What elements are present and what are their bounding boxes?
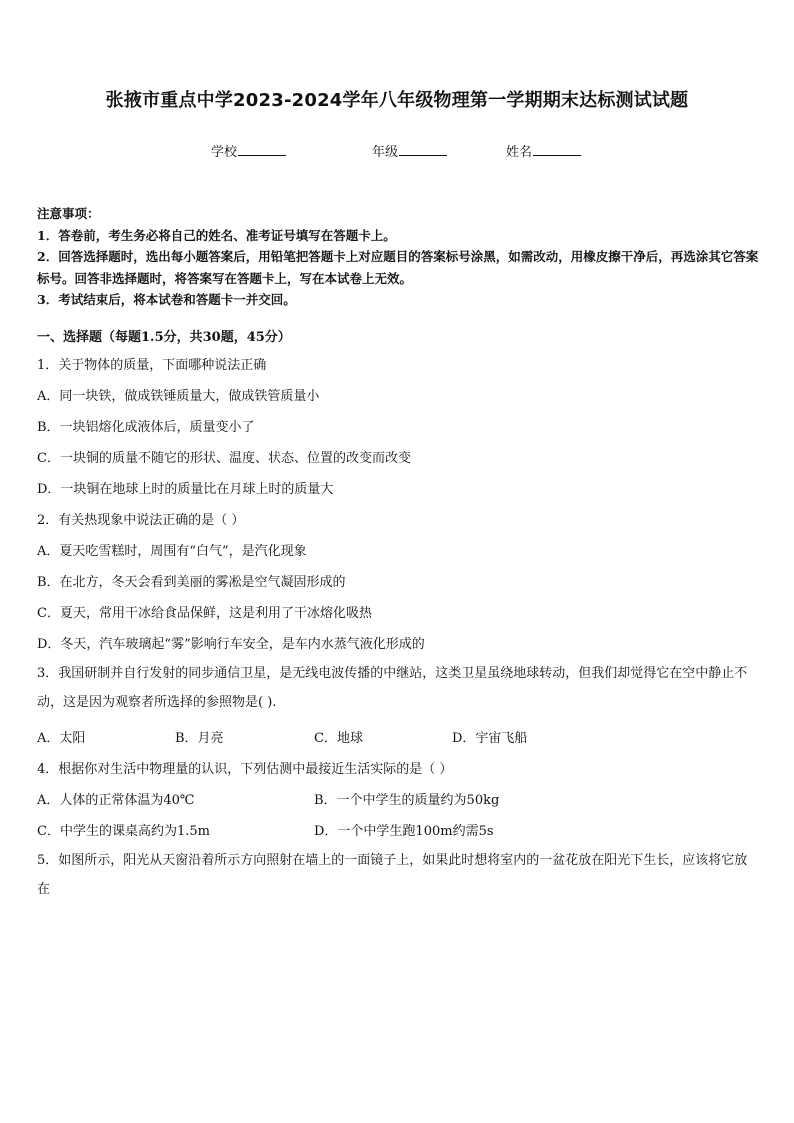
question-3-option-c: C．地球 — [314, 731, 363, 746]
question-2-option-a: A．夏天吃雪糕时，周围有“白气”，是汽化现象 — [37, 544, 307, 559]
question-2-option-b: B．在北方，冬天会看到美丽的雾凇是空气凝固形成的 — [37, 575, 346, 590]
question-3-option-d: D．宇宙飞船 — [452, 731, 528, 746]
notes-block — [37, 203, 759, 311]
student-info-row — [0, 141, 794, 161]
page-title: 张掖市重点中学2023-2024学年八年级物理第一学期期末达标测试试题 — [105, 90, 689, 111]
question-1-option-c: C．一块铜的质量不随它的形状、温度、状态、位置的改变而改变 — [37, 451, 411, 466]
question-4-options-row-2 — [37, 820, 759, 840]
school-field — [211, 141, 286, 160]
question-2-option-c: C．夏天，常用干冰给食品保鲜，这是利用了干冰熔化吸热 — [37, 606, 372, 621]
question-3-option-b: B．月亮 — [175, 731, 224, 746]
note-item-1: 1．答卷前，考生务必将自己的姓名、准考证号填写在答题卡上。 — [37, 227, 396, 243]
section-heading: 一、选择题（每题1.5分，共30题，45分） — [37, 330, 291, 345]
grade-blank — [399, 141, 447, 156]
grade-label: 年级 — [372, 145, 399, 160]
question-3-stem: 3．我国研制并自行发射的同步通信卫星，是无线电波传播的中继站，这类卫星虽绕地球转动，但我们却觉得它在空中静止不动，这是因为观察者所选择的参照物是( ). — [37, 666, 748, 710]
school-label: 学校 — [211, 145, 238, 160]
question-4-stem: 4．根据你对生活中物理量的认识，下列估测中最接近生活实际的是（ ） — [37, 762, 453, 777]
question-2-option-d: D．冬天，汽车玻璃起“雾”影响行车安全，是车内水蒸气液化形成的 — [37, 637, 425, 652]
name-field — [506, 141, 581, 160]
school-blank — [238, 141, 286, 156]
question-3-options — [37, 727, 759, 747]
name-blank — [533, 141, 581, 156]
question-1-option-d: D．一块铜在地球上时的质量比在月球上时的质量大 — [37, 482, 334, 497]
question-4-option-b: B．一个中学生的质量约为50kg — [314, 793, 500, 808]
question-3-option-a: A．太阳 — [37, 731, 86, 746]
question-2-stem: 2．有关热现象中说法正确的是（ ） — [37, 513, 245, 528]
question-1-option-a: A．同一块铁，做成铁锤质量大，做成铁管质量小 — [37, 389, 320, 404]
name-label: 姓名 — [506, 145, 533, 160]
question-4-option-c: C．中学生的课桌高约为1.5m — [37, 824, 210, 839]
question-4-options-row-1 — [37, 789, 759, 809]
question-4-option-a: A．人体的正常体温为40℃ — [37, 793, 195, 808]
note-item-2: 2．回答选择题时，选出每小题答案后，用铅笔把答题卡上对应题目的答案标号涂黑，如需改动，用橡皮擦干净后，再选涂其它答案标号。回答非选择题时，将答案写在答题卡上，写在本试卷上无效。 — [37, 249, 759, 286]
question-5-stem: 5．如图所示，阳光从天窗沿着所示方向照射在墙上的一面镜子上，如果此时想将室内的一盆花放在阳光下生长，应该将它放在 — [37, 853, 748, 897]
question-1-option-b: B．一块铝熔化成液体后，质量变小了 — [37, 420, 255, 435]
question-4-option-d: D．一个中学生跑100m约需5s — [314, 824, 494, 839]
question-1-stem: 1．关于物体的质量，下面哪种说法正确 — [37, 358, 267, 373]
notes-header: 注意事项： — [37, 206, 100, 221]
note-item-3: 3．考试结束后，将本试卷和答题卡一并交回。 — [37, 292, 296, 307]
grade-field — [372, 141, 447, 160]
